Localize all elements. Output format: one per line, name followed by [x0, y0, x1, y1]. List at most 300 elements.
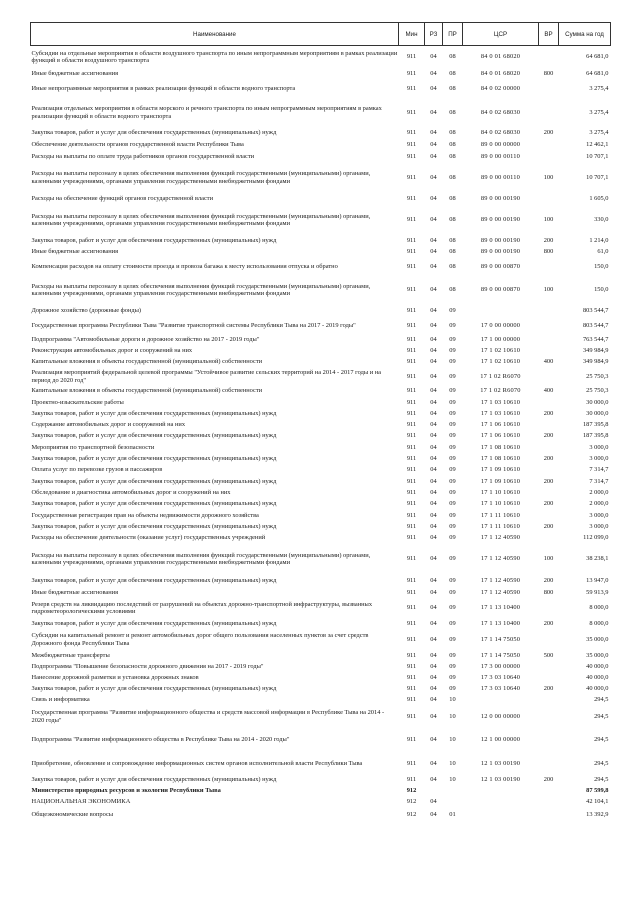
cell-pr: 08	[449, 128, 456, 136]
cell-name: Капитальные вложения в объекты государственной (муниципальной) собственности	[31, 358, 263, 366]
cell-rz	[425, 786, 443, 797]
table-row	[31, 317, 611, 335]
cell-name: Капитальные вложения в объекты государственной (муниципальной) собственности	[31, 387, 263, 395]
cell-sum: 25 750,3	[586, 387, 609, 395]
cell-rz: 04	[430, 216, 437, 224]
table-row	[31, 346, 611, 357]
cell-sum: 1 214,0	[589, 237, 609, 245]
cell-rz: 04	[430, 53, 437, 61]
cell-pr: 09	[449, 466, 456, 474]
cell-vr	[539, 335, 559, 346]
cell-rz: 04	[430, 534, 437, 542]
cell-vr: 400	[543, 387, 554, 395]
cell-csr: 89 0 00 00190	[480, 194, 521, 202]
table-row	[31, 476, 611, 488]
cell-csr: 17 1 02 R6070	[480, 372, 521, 380]
cell-sum: 64 681,0	[586, 69, 609, 77]
cell-rz: 04	[430, 421, 437, 429]
cell-name: Субсидии на отдельные мероприятия в области воздушного транспорта по иным непрограммным мероприятиям в рамках реализации функций в области воздушного транспорта	[31, 49, 398, 64]
cell-sum: 294,5	[594, 736, 609, 744]
cell-min: 911	[406, 759, 417, 767]
cell-vr: 800	[543, 588, 554, 596]
cell-name: Закупка товаров, работ и услуг для обеспечения государственных (муниципальных) нужд	[31, 455, 277, 463]
cell-vr: 200	[543, 500, 554, 508]
cell-vr	[539, 753, 559, 775]
cell-min: 911	[406, 576, 417, 584]
table-row	[31, 728, 611, 753]
cell-pr: 08	[449, 173, 456, 181]
cell-min: 911	[406, 477, 417, 485]
cell-min: 911	[406, 398, 417, 406]
cell-pr: 09	[449, 432, 456, 440]
cell-min: 911	[406, 140, 417, 148]
cell-min: 911	[406, 776, 417, 784]
cell-pr: 09	[449, 358, 456, 366]
cell-csr: 17 1 12 40590	[480, 534, 521, 542]
cell-pr: 09	[449, 500, 456, 508]
cell-rz: 04	[430, 69, 437, 77]
cell-sum: 3 275,4	[589, 128, 609, 136]
cell-vr: 200	[543, 410, 554, 418]
cell-sum: 35 000,0	[586, 651, 609, 659]
cell-min: 911	[406, 534, 417, 542]
table-row	[31, 488, 611, 499]
cell-sum: 13 392,9	[586, 810, 609, 818]
cell-csr	[463, 695, 539, 706]
cell-rz: 04	[430, 466, 437, 474]
cell-sum: 40 000,0	[586, 663, 609, 671]
table-row	[31, 420, 611, 431]
table-row	[31, 650, 611, 662]
cell-csr: 17 1 10 10610	[480, 500, 521, 508]
cell-csr: 17 3 03 10640	[480, 685, 521, 693]
cell-rz: 04	[430, 663, 437, 671]
cell-vr	[539, 706, 559, 728]
cell-sum: 8 000,0	[589, 604, 609, 612]
cell-rz: 04	[430, 576, 437, 584]
cell-vr	[539, 695, 559, 706]
table-row	[31, 786, 611, 797]
table-row	[31, 335, 611, 346]
cell-pr: 09	[449, 523, 456, 531]
cell-rz: 04	[430, 685, 437, 693]
cell-csr: 12 1 03 00190	[480, 776, 521, 784]
cell-pr: 09	[449, 421, 456, 429]
cell-name: Государственная программа Республики Тыва "Развитие транспортной системы Республики Тыва на 2017 - 2019 годы"	[31, 321, 356, 329]
cell-pr	[443, 786, 463, 797]
cell-rz: 04	[430, 410, 437, 418]
cell-rz: 04	[430, 500, 437, 508]
cell-rz: 04	[430, 588, 437, 596]
cell-pr: 09	[449, 674, 456, 682]
table-row	[31, 533, 611, 544]
cell-sum: 64 681,0	[586, 53, 609, 61]
cell-name: Закупка товаров, работ и услуг для обеспечения государственных (муниципальных) нужд	[31, 477, 277, 485]
cell-pr: 08	[449, 152, 456, 160]
cell-pr: 09	[449, 534, 456, 542]
cell-csr: 17 1 03 10610	[480, 410, 521, 418]
cell-min: 911	[406, 347, 417, 355]
table-row	[31, 587, 611, 599]
cell-name: Обследование и диагностика автомобильных дорог и сооружений на них	[31, 489, 231, 497]
cell-vr: 200	[543, 685, 554, 693]
cell-min: 911	[406, 336, 417, 344]
cell-rz: 04	[430, 398, 437, 406]
table-row	[31, 247, 611, 258]
table-row	[31, 522, 611, 533]
cell-csr: 17 1 08 10610	[480, 443, 521, 451]
cell-vr	[539, 533, 559, 544]
cell-sum: 42 104,1	[586, 798, 609, 806]
cell-csr: 17 1 11 10610	[480, 523, 521, 531]
cell-pr: 10	[449, 759, 456, 767]
cell-name: Межбюджетные трансферты	[31, 651, 110, 659]
table-row	[31, 544, 611, 575]
table-row	[31, 151, 611, 163]
cell-csr: 17 1 11 10610	[480, 511, 521, 519]
table-row	[31, 68, 611, 80]
cell-min: 911	[406, 387, 417, 395]
cell-rz: 04	[430, 358, 437, 366]
cell-sum: 35 000,0	[586, 635, 609, 643]
cell-name: Реконструкция автомобильных дорог и сооружений на них	[31, 347, 193, 355]
cell-sum: 25 750,3	[586, 372, 609, 380]
cell-name: Государственная программа "Развитие информационного общества и средств массовой информации в Республике Тыва на 2014 - 2020 годы"	[31, 709, 385, 724]
cell-pr: 09	[449, 443, 456, 451]
cell-rz: 04	[430, 336, 437, 344]
cell-name: Резерв средств на ликвидацию последствий от разрушений на объектах дорожно-транспортной инфраструктуры, вызванных гидрометеорологическими условиями	[31, 600, 373, 615]
cell-sum: 3 275,4	[589, 85, 609, 93]
cell-csr: 17 3 03 10640	[480, 674, 521, 682]
cell-min: 911	[406, 674, 417, 682]
cell-rz: 04	[430, 523, 437, 531]
cell-vr: 100	[543, 216, 554, 224]
cell-rz: 04	[430, 152, 437, 160]
cell-sum: 1 605,0	[589, 194, 609, 202]
cell-csr: 17 1 14 75050	[480, 651, 521, 659]
cell-sum: 330,0	[594, 216, 609, 224]
cell-vr: 100	[543, 173, 554, 181]
cell-name: Закупка товаров, работ и услуг для обеспечения государственных (муниципальных) нужд	[31, 237, 277, 245]
cell-sum: 30 000,0	[586, 398, 609, 406]
cell-name: Закупка товаров, работ и услуг для обеспечения государственных (муниципальных) нужд	[31, 576, 277, 584]
budget-table	[30, 22, 611, 822]
cell-rz: 04	[430, 619, 437, 627]
cell-csr: 12 1 00 00000	[480, 736, 521, 744]
cell-min: 911	[406, 152, 417, 160]
cell-sum: 12 462,1	[586, 140, 609, 148]
cell-vr	[539, 397, 559, 409]
cell-pr: 08	[449, 140, 456, 148]
cell-vr	[539, 151, 559, 163]
cell-vr	[539, 46, 559, 68]
cell-name: Расходы на обеспечение функций органов государственной власти	[31, 194, 214, 202]
cell-min: 911	[406, 421, 417, 429]
cell-min: 911	[406, 410, 417, 418]
cell-name: НАЦИОНАЛЬНАЯ ЭКОНОМИКА	[31, 798, 131, 806]
table-row	[31, 499, 611, 510]
cell-min: 911	[406, 173, 417, 181]
cell-name: Министерство природных ресурсов и экологии Республики Тыва	[31, 787, 221, 795]
table-row	[31, 80, 611, 99]
cell-sum: 2 000,0	[589, 489, 609, 497]
cell-sum: 187 395,8	[582, 421, 609, 429]
table-row	[31, 205, 611, 236]
cell-rz: 04	[430, 286, 437, 294]
cell-rz: 04	[430, 810, 437, 818]
cell-csr: 17 1 12 40590	[480, 588, 521, 596]
cell-min: 911	[406, 466, 417, 474]
cell-pr: 08	[449, 237, 456, 245]
table-row	[31, 193, 611, 205]
cell-csr	[463, 808, 539, 822]
cell-vr	[539, 630, 559, 650]
table-row	[31, 139, 611, 151]
cell-pr: 10	[449, 712, 456, 720]
table-row	[31, 442, 611, 454]
cell-pr: 09	[449, 372, 456, 380]
cell-sum: 61,0	[597, 248, 609, 256]
cell-min: 911	[406, 696, 417, 704]
cell-rz: 04	[430, 85, 437, 93]
cell-sum: 112 099,0	[583, 534, 609, 542]
cell-rz: 04	[430, 248, 437, 256]
table-row	[31, 236, 611, 247]
cell-vr	[539, 99, 559, 127]
cell-min: 912	[406, 787, 417, 795]
budget-table-sheet	[30, 22, 610, 822]
cell-sum: 87 599,8	[586, 787, 609, 795]
cell-rz: 04	[430, 372, 437, 380]
cell-min: 912	[406, 798, 417, 806]
table-row	[31, 510, 611, 522]
cell-name: Расходы на выплаты персоналу в целях обеспечения выполнения функций государственными (муниципальными) органами, казенными учреждениями, органами управления государственными внебюджетными фондами	[31, 282, 371, 297]
cell-vr: 100	[543, 555, 554, 563]
cell-min: 911	[406, 216, 417, 224]
cell-name: Расходы на выплаты персоналу в целях обеспечения выполнения функций государственными (муниципальными) органами, казенными учреждениями, органами управления государственными внебюджетными фондами	[31, 212, 371, 227]
cell-rz: 04	[430, 108, 437, 116]
cell-min: 911	[406, 321, 417, 329]
cell-vr	[539, 728, 559, 753]
cell-csr	[463, 797, 539, 808]
cell-sum: 2 000,0	[589, 500, 609, 508]
cell-min: 911	[406, 500, 417, 508]
cell-csr: 84 0 02 68030	[480, 128, 521, 136]
cell-rz: 04	[430, 604, 437, 612]
cell-name: Оплата услуг по перевозке грузов и пассажиров	[31, 466, 163, 474]
cell-pr: 08	[449, 194, 456, 202]
cell-pr: 09	[449, 455, 456, 463]
cell-name: Расходы на выплаты персоналу в целях обеспечения выполнения функций государственными (муниципальными) органами, казенными учреждениями, органами управления государственными внебюджетными фондами	[31, 551, 371, 566]
cell-pr: 09	[449, 604, 456, 612]
cell-rz: 04	[430, 776, 437, 784]
cell-sum: 13 947,0	[586, 576, 609, 584]
cell-name: Закупка товаров, работ и услуг для обеспечения государственных (муниципальных) нужд	[31, 685, 277, 693]
cell-csr: 89 0 00 00190	[480, 248, 521, 256]
cell-pr: 08	[449, 53, 456, 61]
cell-rz: 04	[430, 321, 437, 329]
cell-csr: 17 1 00 00000	[480, 336, 521, 344]
cell-vr	[539, 368, 559, 386]
cell-vr	[539, 193, 559, 205]
cell-name: Государственная регистрация прав на объекты недвижимости дорожного хозяйства	[31, 511, 259, 519]
cell-min: 911	[406, 635, 417, 643]
cell-csr: 17 1 13 10400	[480, 604, 521, 612]
cell-csr: 17 1 13 10400	[480, 619, 521, 627]
cell-rz: 04	[430, 489, 437, 497]
header-rz: РЗ	[425, 23, 443, 46]
cell-sum: 294,5	[594, 712, 609, 720]
cell-name: Реализация отдельных мероприятия в области морского и речного транспорта по иным непрограммным мероприятиям в рамках реализации функций в области водного транспорта	[31, 105, 382, 120]
cell-csr: 17 1 10 10610	[480, 489, 521, 497]
table-row	[31, 575, 611, 587]
cell-pr: 09	[449, 398, 456, 406]
cell-name: Субсидии на капитальный ремонт и ремонт автомобильных дорог общего пользования населенных пунктов за счет средств Дорожного фонда Республики Тыва	[31, 632, 369, 647]
cell-pr: 10	[449, 776, 456, 784]
table-row	[31, 386, 611, 397]
cell-vr: 200	[543, 455, 554, 463]
cell-rz: 04	[430, 798, 437, 806]
cell-name: Нанесение дорожной разметки и установка дорожных знаков	[31, 674, 199, 682]
cell-rz: 04	[430, 443, 437, 451]
cell-min: 911	[406, 53, 417, 61]
cell-csr: 17 1 12 40590	[480, 555, 521, 563]
cell-vr	[539, 797, 559, 808]
cell-name: Иные бюджетные ассигнования	[31, 69, 119, 77]
cell-pr: 09	[449, 347, 456, 355]
cell-vr	[539, 317, 559, 335]
cell-csr: 84 0 02 68030	[480, 108, 521, 116]
cell-min: 911	[406, 588, 417, 596]
cell-vr: 200	[543, 432, 554, 440]
cell-min: 912	[406, 810, 417, 818]
table-row	[31, 465, 611, 476]
cell-pr: 09	[449, 576, 456, 584]
cell-vr	[539, 786, 559, 797]
header-vr: ВР	[539, 23, 559, 46]
cell-min: 911	[406, 736, 417, 744]
cell-min: 911	[406, 69, 417, 77]
cell-rz: 04	[430, 651, 437, 659]
cell-csr: 17 1 02 10610	[480, 347, 521, 355]
cell-pr	[443, 797, 463, 808]
cell-pr: 09	[449, 336, 456, 344]
cell-min: 911	[406, 604, 417, 612]
cell-csr: 12 1 03 00190	[480, 759, 521, 767]
cell-csr: 17 1 08 10610	[480, 455, 521, 463]
cell-csr: 89 0 00 00000	[480, 140, 521, 148]
cell-pr: 08	[449, 85, 456, 93]
cell-rz: 04	[430, 387, 437, 395]
cell-name: Закупка товаров, работ и услуг для обеспечения государственных (муниципальных) нужд	[31, 432, 277, 440]
cell-pr: 10	[449, 696, 456, 704]
cell-name: Подпрограмма "Автомобильные дороги и дорожное хозяйство на 2017 - 2019 годы"	[31, 336, 260, 344]
cell-sum: 3 000,0	[589, 443, 609, 451]
cell-csr	[463, 305, 539, 317]
cell-min: 911	[406, 286, 417, 294]
table-body	[31, 46, 611, 822]
cell-vr: 200	[543, 523, 554, 531]
cell-sum: 3 000,0	[589, 523, 609, 531]
header-sum: Сумма на год	[559, 23, 611, 46]
cell-min: 911	[406, 358, 417, 366]
cell-vr	[539, 139, 559, 151]
header-csr: ЦСР	[463, 23, 539, 46]
cell-min: 911	[406, 108, 417, 116]
cell-vr: 800	[543, 69, 554, 77]
cell-pr: 09	[449, 588, 456, 596]
cell-csr: 17 1 03 10610	[480, 398, 521, 406]
cell-rz: 04	[430, 455, 437, 463]
cell-min: 911	[406, 651, 417, 659]
cell-sum: 294,5	[594, 696, 609, 704]
table-row	[31, 397, 611, 409]
cell-csr: 17 1 12 40590	[480, 576, 521, 584]
cell-csr: 84 0 02 00000	[480, 85, 521, 93]
cell-name: Закупка товаров, работ и услуг для обеспечения государственных (муниципальных) нужд	[31, 619, 277, 627]
table-header	[31, 23, 611, 46]
table-row	[31, 46, 611, 68]
cell-sum: 10 707,1	[586, 173, 609, 181]
cell-vr: 200	[543, 619, 554, 627]
cell-csr: 17 1 02 10610	[480, 358, 521, 366]
cell-sum: 7 314,7	[589, 466, 609, 474]
cell-min: 911	[406, 262, 417, 270]
cell-csr: 89 0 00 00870	[480, 262, 521, 270]
cell-pr: 09	[449, 663, 456, 671]
cell-sum: 294,5	[594, 759, 609, 767]
cell-sum: 3 000,0	[589, 455, 609, 463]
cell-name: Иные бюджетные ассигнования	[31, 588, 119, 596]
cell-pr: 09	[449, 511, 456, 519]
cell-csr: 17 1 06 10610	[480, 421, 521, 429]
table-row	[31, 599, 611, 618]
cell-min: 911	[406, 455, 417, 463]
cell-min: 911	[406, 712, 417, 720]
cell-sum: 3 275,4	[589, 108, 609, 116]
cell-csr: 17 3 00 00000	[480, 663, 521, 671]
cell-min: 911	[406, 555, 417, 563]
cell-rz: 04	[430, 140, 437, 148]
cell-min: 911	[406, 248, 417, 256]
cell-min: 911	[406, 306, 417, 314]
cell-vr	[539, 442, 559, 454]
table-row	[31, 276, 611, 305]
cell-csr: 17 1 09 10610	[480, 477, 521, 485]
cell-pr: 08	[449, 262, 456, 270]
cell-rz: 04	[430, 696, 437, 704]
cell-name: Закупка товаров, работ и услуг для обеспечения государственных (муниципальных) нужд	[31, 776, 277, 784]
cell-sum: 40 000,0	[586, 674, 609, 682]
cell-vr	[539, 80, 559, 99]
cell-name: Проектно-изыскательские работы	[31, 398, 124, 406]
cell-pr: 09	[449, 635, 456, 643]
table-row	[31, 706, 611, 728]
cell-vr	[539, 346, 559, 357]
cell-sum: 349 984,9	[582, 358, 609, 366]
cell-name: Иные непрограммные мероприятия в рамках реализации функций в области водного транспорта	[31, 85, 296, 93]
cell-min: 911	[406, 372, 417, 380]
table-row	[31, 797, 611, 808]
cell-rz: 04	[430, 635, 437, 643]
table-row	[31, 431, 611, 442]
cell-vr	[539, 420, 559, 431]
cell-sum: 59 913,9	[586, 588, 609, 596]
cell-pr: 09	[449, 321, 456, 329]
table-row	[31, 409, 611, 420]
cell-name: Закупка товаров, работ и услуг для обеспечения государственных (муниципальных) нужд	[31, 128, 277, 136]
cell-sum: 40 000,0	[586, 685, 609, 693]
